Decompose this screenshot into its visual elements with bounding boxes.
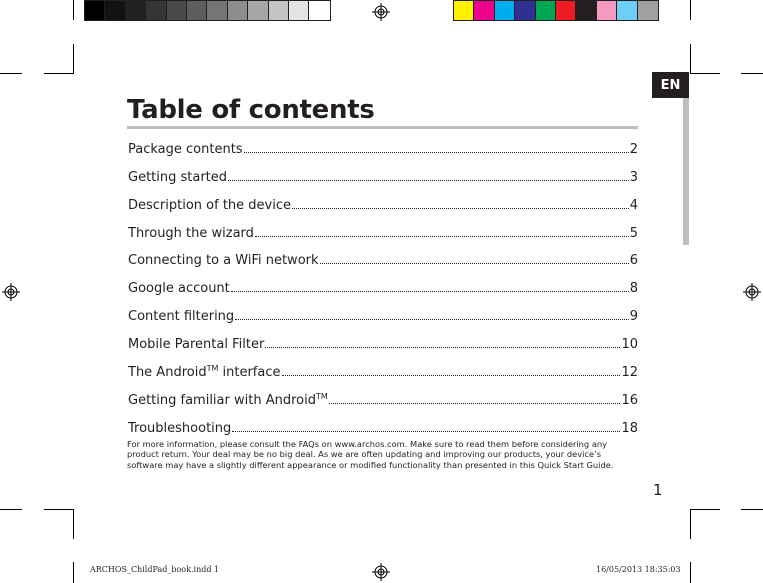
dot-leader (282, 375, 621, 376)
color-swatch (576, 1, 596, 20)
color-swatch (556, 1, 576, 20)
dot-leader (228, 180, 629, 181)
toc-entry[interactable] (128, 273, 638, 301)
crop-mark (0, 73, 22, 74)
crop-mark (690, 509, 720, 510)
toc-entry[interactable] (128, 385, 638, 413)
dot-leader (235, 319, 629, 320)
trademark-sup: TM (206, 364, 219, 374)
color-swatch (474, 1, 494, 20)
crop-mark (741, 73, 763, 74)
toc-entry-label: Description of the device (128, 197, 292, 213)
crop-mark (73, 509, 74, 539)
toc-page-number: 12 (621, 365, 638, 381)
toc-page-number: 8 (629, 281, 638, 297)
color-swatch (85, 1, 105, 20)
crop-mark (44, 509, 74, 510)
color-swatch (146, 1, 166, 20)
crop-mark (0, 509, 22, 510)
dot-leader (292, 208, 629, 209)
toc-page-number: 4 (629, 197, 638, 213)
color-swatch (638, 1, 658, 20)
toc-entry-label: Content filtering (128, 309, 235, 325)
toc-page-number: 5 (629, 225, 638, 241)
registration-mark-icon (372, 563, 390, 581)
color-swatch (167, 1, 187, 20)
gray-color-bar (84, 0, 331, 21)
dot-leader (265, 347, 620, 348)
toc-page-number: 3 (629, 169, 638, 185)
toc-entry-label: Through the wizard (128, 225, 254, 241)
color-swatch (187, 1, 207, 20)
dot-leader (329, 403, 621, 404)
page-title: Table of contents (127, 95, 375, 125)
slug-datetime: 16/05/2013 18:35:03 (596, 565, 681, 574)
color-swatch (536, 1, 556, 20)
toc-entry[interactable] (128, 357, 638, 385)
toc-entry[interactable] (128, 246, 638, 274)
toc-entry-label: Google account (128, 281, 230, 297)
crop-mark (44, 73, 74, 74)
color-swatch (289, 1, 309, 20)
toc-entry-label: Getting familiar with Android™ (128, 391, 328, 408)
toc-entry[interactable] (128, 329, 638, 357)
color-swatch (309, 1, 329, 20)
toc-entry[interactable] (128, 190, 638, 218)
color-swatch (454, 1, 474, 20)
color-swatch (269, 1, 289, 20)
color-swatch (617, 1, 637, 20)
dot-leader (231, 291, 629, 292)
color-swatch (126, 1, 146, 20)
title-underline (127, 126, 638, 129)
table-of-contents (128, 134, 638, 441)
toc-entry[interactable] (128, 218, 638, 246)
toc-entry[interactable] (128, 134, 638, 162)
toc-page-number: 16 (621, 392, 638, 408)
side-thumb-bar (683, 98, 689, 245)
toc-entry-label: Mobile Parental Filter (128, 337, 265, 353)
trademark-sup: TM (315, 391, 328, 401)
toc-entry-label: The Android™ interface (128, 364, 281, 381)
registration-mark-icon (2, 283, 20, 301)
crop-mark (73, 44, 74, 74)
toc-page-number: 2 (629, 141, 638, 157)
color-swatch (597, 1, 617, 20)
color-swatch (228, 1, 248, 20)
info-note: For more information, please consult the FAQs on www.archos.com. Make sure to read them before considering any product return. Your deal may be no big deal. As we are often updating and improving our products, your device’s software may have a slightly different appearance or modified functionality than presented in this Quick Start Guide. (127, 439, 614, 470)
dot-leader (232, 431, 620, 432)
color-swatch (248, 1, 268, 20)
color-swatch (105, 1, 125, 20)
crop-mark (690, 73, 720, 74)
registration-mark-icon (743, 283, 761, 301)
toc-entry-label: Connecting to a WiFi network (128, 253, 319, 269)
crop-mark (73, 0, 74, 20)
crop-mark (690, 509, 691, 539)
toc-page-number: 10 (621, 337, 638, 353)
toc-entry[interactable] (128, 162, 638, 190)
crop-mark (741, 509, 763, 510)
toc-entry-label: Troubleshooting (128, 420, 232, 436)
page-number: 1 (653, 481, 663, 499)
language-tab: EN (652, 72, 689, 98)
dot-leader (244, 152, 629, 153)
dot-leader (320, 263, 629, 264)
toc-page-number: 9 (629, 309, 638, 325)
color-swatch (495, 1, 515, 20)
toc-entry-label: Getting started (128, 169, 228, 185)
crop-mark (690, 562, 691, 583)
toc-entry[interactable] (128, 301, 638, 329)
crop-mark (73, 562, 74, 583)
crop-mark (690, 44, 691, 74)
process-color-bar (453, 0, 659, 21)
registration-mark-icon (372, 3, 390, 21)
toc-page-number: 6 (629, 253, 638, 269)
color-swatch (515, 1, 535, 20)
crop-mark (690, 0, 691, 20)
toc-entry[interactable] (128, 413, 638, 441)
slug-file-info: ARCHOS_ChildPad_book.indd 1 (90, 565, 220, 574)
toc-page-number: 18 (621, 420, 638, 436)
dot-leader (255, 236, 629, 237)
color-swatch (207, 1, 227, 20)
toc-entry-label: Package contents (128, 141, 243, 157)
